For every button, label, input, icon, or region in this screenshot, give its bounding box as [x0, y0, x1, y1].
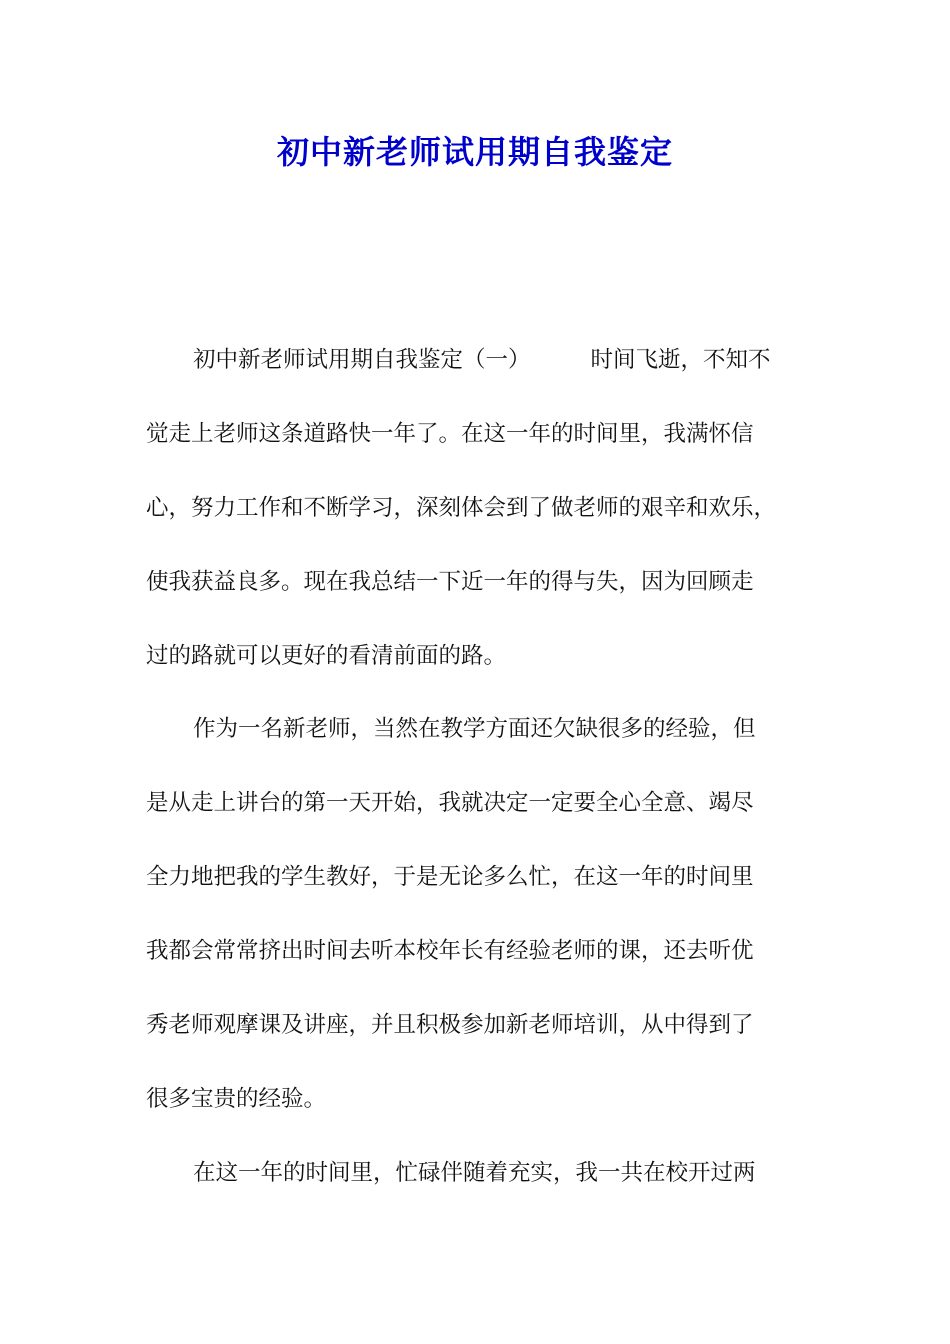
paragraph-line: 全力地把我的学生教好，于是无论多么忙，在这一年的时间里: [146, 864, 754, 891]
paragraph-line: [146, 334, 814, 408]
paragraph-line: 作为一名新老师，当然在教学方面还欠缺很多的经验，但: [193, 716, 756, 743]
page-title: 初中新老师试用期自我鉴定: [276, 133, 673, 171]
paragraph-line: 我都会常常挤出时间去听本校年长有经验老师的课，还去听优: [146, 938, 754, 965]
paragraph-line: 使我获益良多。现在我总结一下近一年的得与失，因为回顾走: [146, 568, 754, 595]
paragraph-line: 觉走上老师这条道路快一年了。在这一年的时间里，我满怀信: [146, 420, 754, 447]
section-heading-inline: 初中新老师试用期自我鉴定（一）: [193, 347, 531, 373]
paragraph-line: 在这一年的时间里，忙碌伴随着充实，我一共在校开过两: [193, 1159, 756, 1186]
paragraph-text: 时间飞逝，不知不: [590, 347, 771, 373]
paragraph-line: 秀老师观摩课及讲座，并且积极参加新老师培训，从中得到了: [146, 1012, 754, 1039]
paragraph-line: 很多宝贵的经验。: [146, 1085, 327, 1112]
paragraph-line: 过的路就可以更好的看清前面的路。: [146, 642, 507, 669]
paragraph-line: 是从走上讲台的第一天开始，我就决定一定要全心全意、竭尽: [146, 790, 754, 817]
document-body: [146, 334, 814, 1221]
paragraph-line: 心，努力工作和不断学习，深刻体会到了做老师的艰辛和欢乐，: [146, 494, 777, 521]
